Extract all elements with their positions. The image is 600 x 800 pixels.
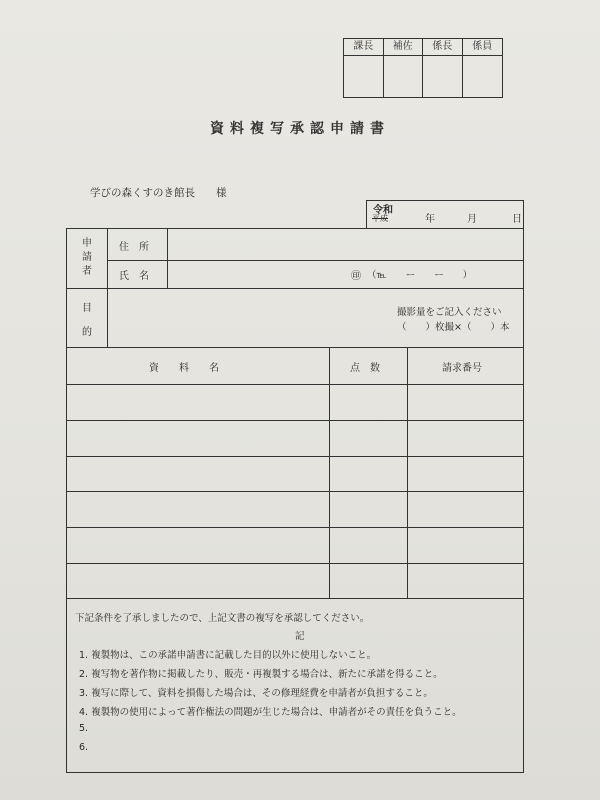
approval-header-assistant: 補佐 xyxy=(384,39,424,56)
condition-item: 3. 複写に際して、資料を損傷した場合は、その修理経費を申請者が負担すること。 xyxy=(79,688,433,699)
divider xyxy=(107,260,524,261)
form-title: 資料複写承認申請書 xyxy=(210,121,390,137)
condition-item: 5. xyxy=(79,723,89,734)
date-field[interactable] xyxy=(366,200,524,228)
condition-item: 1. 複製物は、この承諾申請書に記載した目的以外に使用しないこと。 xyxy=(79,650,377,661)
divider xyxy=(67,420,524,421)
era-heisei-struck: 平成 xyxy=(372,214,388,223)
purpose-input[interactable] xyxy=(111,291,391,343)
table-row[interactable] xyxy=(69,565,327,597)
name-label: 氏 名 xyxy=(119,271,149,282)
header-material-name: 資 料 名 xyxy=(149,363,219,374)
shooting-amount-note: 撮影量をご記入ください xyxy=(397,307,502,318)
divider xyxy=(67,456,524,457)
divider xyxy=(329,347,330,598)
condition-item: 4. 複製物の使用によって著作権法の問題が生じた場合は、申請者がその責任を負うこと。 xyxy=(79,707,462,718)
date-day-label: 日 xyxy=(512,214,522,225)
approval-stamp-cell[interactable] xyxy=(423,56,463,97)
approval-stamp-cell[interactable] xyxy=(384,56,424,97)
applicant-section-label: 申 請 者 xyxy=(82,238,92,277)
address-label: 住 所 xyxy=(119,242,149,253)
name-input[interactable] xyxy=(169,262,349,286)
header-call-number: 請求番号 xyxy=(442,363,482,374)
divider xyxy=(107,229,108,347)
approval-stamp-boxes xyxy=(343,38,503,98)
purpose-label: 目 的 xyxy=(82,303,92,338)
conditions-intro: 下記条件を了承しましたので、上記文書の複写を承認してください。 xyxy=(75,613,370,624)
divider xyxy=(67,347,524,348)
approval-stamp-cell[interactable] xyxy=(344,56,384,97)
divider xyxy=(67,491,524,492)
approval-header-staff: 係員 xyxy=(463,39,503,56)
conditions-ki: 記 xyxy=(295,631,305,642)
date-month-label: 月 xyxy=(467,214,477,225)
date-year-label: 年 xyxy=(425,214,435,225)
application-form-table xyxy=(66,228,524,773)
divider xyxy=(67,563,524,564)
seal-mark: ㊞ xyxy=(351,271,361,282)
shooting-amount-field[interactable]: （ ）枚撮×（ ）本 xyxy=(397,322,510,333)
divider xyxy=(67,598,524,599)
condition-item: 6. xyxy=(79,742,89,753)
table-row[interactable] xyxy=(69,386,327,419)
condition-item: 2. 複写物を著作物に掲載したり、販売・再複製する場合は、新たに承諾を得ること。 xyxy=(79,669,443,680)
table-row[interactable] xyxy=(69,529,327,562)
address-input[interactable] xyxy=(169,231,523,259)
divider xyxy=(67,527,524,528)
divider xyxy=(67,288,524,289)
approval-stamp-cell[interactable] xyxy=(463,56,503,97)
era-reiwa: 令和 xyxy=(373,205,393,216)
tel-field[interactable]: （℡ ー ー ） xyxy=(367,270,473,281)
table-row[interactable] xyxy=(69,458,327,490)
approval-header-section-chief: 課長 xyxy=(344,39,384,56)
divider xyxy=(407,347,408,598)
addressee: 学びの森くすのき館長 様 xyxy=(90,187,227,199)
table-row[interactable] xyxy=(69,422,327,455)
approval-header-subsection-chief: 係長 xyxy=(423,39,463,56)
header-count: 点 数 xyxy=(350,363,380,374)
table-row[interactable] xyxy=(69,493,327,526)
divider xyxy=(167,229,168,288)
divider xyxy=(67,384,524,385)
